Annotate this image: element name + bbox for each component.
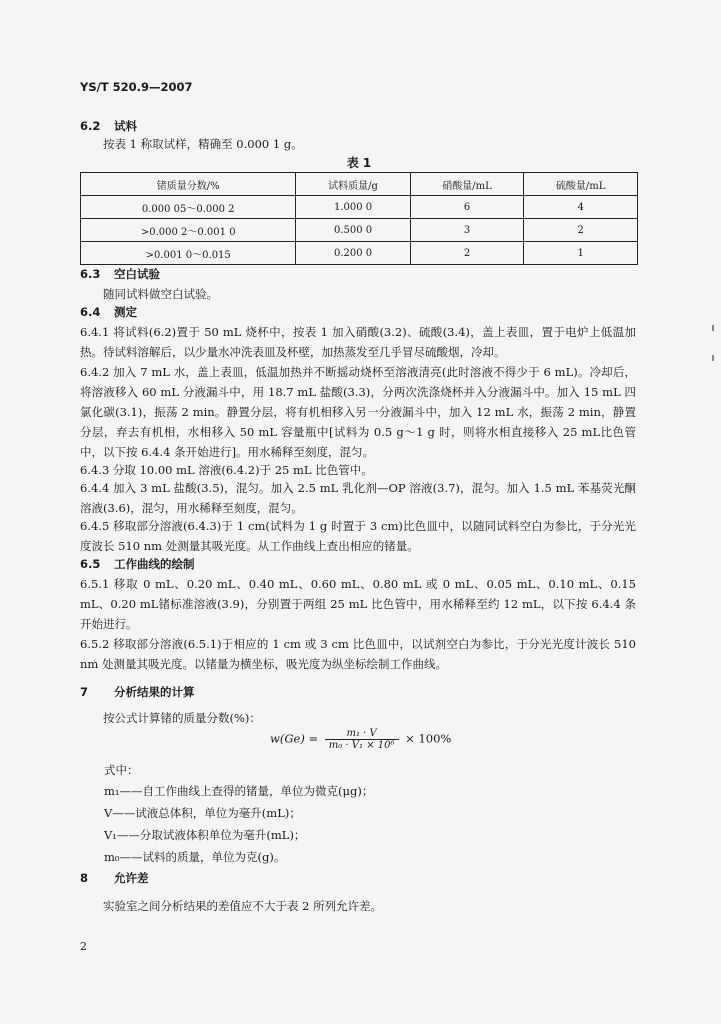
scan-margin-mark [712, 325, 714, 331]
section-6-3-heading [80, 266, 160, 282]
page-number: 2 [80, 940, 87, 953]
section-6-2-heading [80, 118, 137, 134]
table-cell: 6 [410, 196, 524, 219]
scan-margin-mark [712, 355, 714, 361]
section-number: 6.5 [80, 557, 101, 571]
section-6-2-text: 按表 1 称取试样，精确至 0.000 1 g。 [103, 137, 303, 151]
section-title: 工作曲线的绘制 [114, 557, 195, 571]
section-6-5-heading [80, 556, 195, 572]
clause-6-4-2: 6.4.2 加入 7 mL 水，盖上表皿，低温加热并不断摇动烧杯至溶液清亮(此时溶液不得少于 6 mL)。冷却后，将溶液移入 60 mL 分液漏斗中，用 18.7 mL 盐酸(3.3)，分两次洗涤烧杯并入分液漏斗中。加入 15 mL 四氯化碳(3.1)，振荡 2 min。静置分层，将有机相移入另一分液漏斗中，加入 12 mL 水，振荡 2 min，静置分层，弃去有机相，水相移入 50 mL 容量瓶中[试料为 0.5 g～1 g 时，则将水相直接移入 25 mL比色管中，以下按 6.4.4 条开始进行]。用水稀释至刻度，混匀。 [80, 365, 636, 459]
variable-definition: m₁——自工作曲线上查得的锗量，单位为微克(μg)； [104, 784, 374, 798]
variable-definition: m₀——试料的质量，单位为克(g)。 [104, 850, 286, 864]
section-number: 6.2 [80, 119, 101, 133]
table-row [81, 219, 638, 242]
section-number: 6.3 [80, 267, 101, 281]
section-number: 6.4 [80, 305, 101, 319]
table-cell: 0.000 05～0.000 2 [81, 196, 296, 219]
standard-number: YS/T 520.9—2007 [80, 80, 193, 94]
section-6-3-text: 随同试料做空白试验。 [103, 287, 218, 301]
variable-definitions [104, 780, 634, 868]
clause-6-4-3: 6.4.3 分取 10.00 mL 溶液(6.4.2)于 25 mL 比色管中。 [80, 463, 373, 477]
table-header-row [81, 173, 638, 196]
table-cell: 1 [524, 242, 638, 265]
formula-lhs: w(Ge) = [270, 731, 319, 746]
table-cell: 1.000 0 [296, 196, 410, 219]
formula-denominator: m₀ · V₁ × 10⁶ [328, 740, 395, 751]
header-cell: 锗质量分数/% [81, 173, 296, 196]
where-label: 式中： [104, 763, 139, 777]
table-cell: 0.500 0 [296, 219, 410, 242]
section-number: 8 [80, 871, 89, 885]
section-6-4-heading [80, 304, 137, 320]
table-cell: 4 [524, 196, 638, 219]
section-8-heading [80, 870, 149, 886]
section-8-text: 实验室之间分析结果的差值应不大于表 2 所列允许差。 [103, 899, 383, 913]
section-7-heading [80, 684, 195, 700]
table-cell: 3 [410, 219, 524, 242]
header-cell: 硝酸量/mL [410, 173, 524, 196]
table-1-caption: 表 1 [346, 156, 372, 170]
section-7-intro: 按公式计算锗的质量分数(%)： [103, 711, 261, 725]
variable-definition: V——试液总体积，单位为毫升(mL)； [104, 806, 301, 820]
section-number: 7 [80, 685, 89, 699]
table-row [81, 196, 638, 219]
variable-definition: V₁——分取试液体积单位为毫升(mL)； [104, 828, 306, 842]
header-cell: 试料质量/g [296, 173, 410, 196]
section-title: 空白试验 [114, 267, 160, 281]
clause-6-4-1: 6.4.1 将试料(6.2)置于 50 mL 烧杯中，按表 1 加入硝酸(3.2)、硫酸(3.4)，盖上表皿，置于电炉上低温加热。待试料溶解后，以少量水冲洗表皿及杯壁，加热蒸发至几乎冒尽硫酸烟，冷却。 [80, 325, 636, 359]
table-cell: 0.200 0 [296, 242, 410, 265]
clause-6-4-4: 6.4.4 加入 3 mL 盐酸(3.5)，混匀。加入 2.5 mL 乳化剂—OP 溶液(3.7)，混匀。加入 1.5 mL 苯基荧光酮溶液(3.6)，混匀，用水稀释至刻度，混匀。 [80, 481, 636, 515]
table-cell: >0.000 2～0.001 0 [81, 219, 296, 242]
clause-6-5-2: 6.5.2 移取部分溶液(6.5.1)于相应的 1 cm 或 3 cm 比色皿中，以试剂空白为参比，于分光光度计波长 510 nm 处测量其吸光度。以锗量为横坐标，吸光度为纵坐标绘制工作曲线。 [80, 637, 636, 671]
table-cell: 2 [524, 219, 638, 242]
section-title: 试料 [114, 119, 137, 133]
table-row [81, 242, 638, 265]
table-cell: 2 [410, 242, 524, 265]
table-cell: >0.001 0～0.015 [81, 242, 296, 265]
section-title: 测定 [114, 305, 137, 319]
table-1 [80, 172, 638, 265]
clause-6-5-1: 6.5.1 移取 0 mL、0.20 mL、0.40 mL、0.60 mL、0.80 mL 或 0 mL、0.05 mL、0.10 mL、0.15 mL、0.20 mL锗标准溶液(3.9)，分别置于两组 25 mL 比色管中，用水稀释至约 12 mL，以下按 6.4.4 条开始进行。 [80, 577, 636, 631]
header-cell: 硫酸量/mL [524, 173, 638, 196]
mass-fraction-formula [270, 728, 510, 764]
section-title: 分析结果的计算 [114, 685, 195, 699]
clause-6-4-5: 6.4.5 移取部分溶液(6.4.3)于 1 cm(试料为 1 g 时置于 3 cm)比色皿中，以随同试料空白为参比，于分光光度波长 510 nm 处测量其吸光度。从工作曲线上查出相应的锗量。 [80, 519, 636, 553]
formula-rhs: × 100% [405, 731, 452, 746]
formula-fraction [325, 728, 399, 751]
formula-numerator: m₁ · V [325, 728, 399, 740]
section-title: 允许差 [114, 871, 149, 885]
